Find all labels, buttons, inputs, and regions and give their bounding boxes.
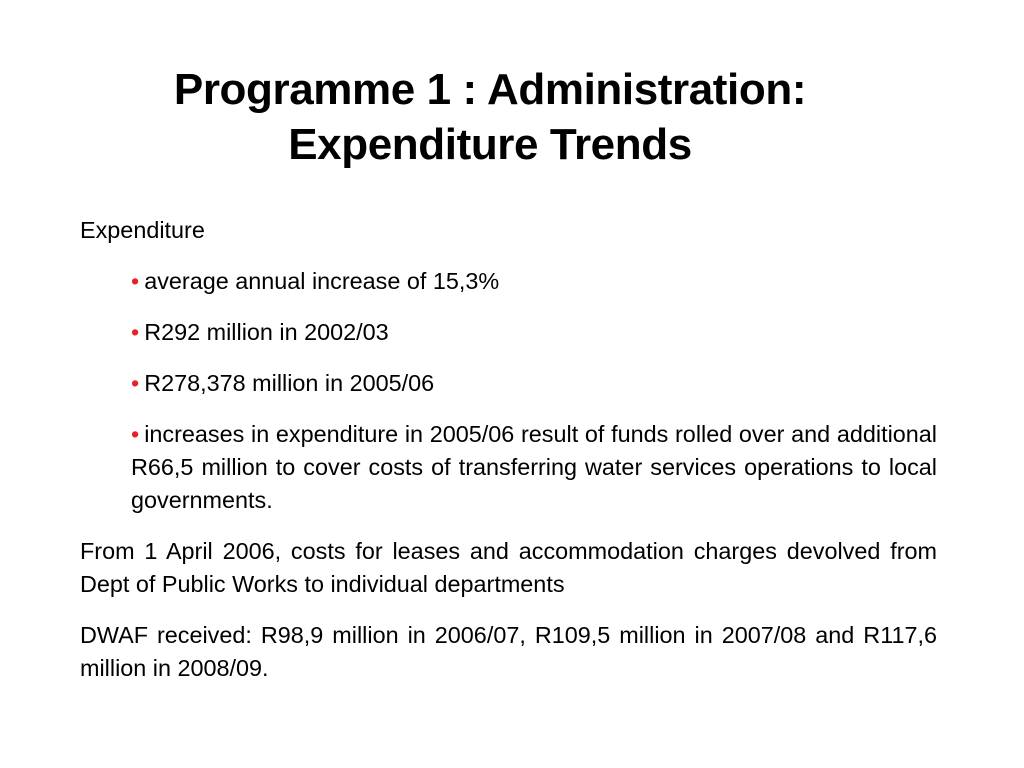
bullet-text: R292 million in 2002/03: [144, 319, 389, 345]
bullet-icon: •: [131, 319, 140, 345]
bullet-text: R278,378 million in 2005/06: [144, 370, 435, 396]
bullet-icon: •: [131, 370, 140, 396]
slide-title-line-1: Programme 1 : Administration:: [173, 65, 807, 114]
paragraph-dwaf-received: DWAF received: R98,9 million in 2006/07, R109,5 million in 2007/08 and R117,6 million in 2008/09.: [80, 622, 937, 681]
bullet-item: [131, 367, 937, 400]
section-heading: Expenditure: [80, 217, 205, 243]
slide-title: [80, 62, 900, 172]
bullet-item: [131, 316, 937, 349]
slide-body: [80, 214, 937, 703]
bullet-list: [80, 265, 937, 517]
bullet-text: average annual increase of 15,3%: [144, 268, 500, 294]
bullet-text: increases in expenditure in 2005/06 result of funds rolled over and additional R66,5 million to cover costs of transferring water services operations to local governments.: [131, 421, 937, 513]
paragraph-leases: From 1 April 2006, costs for leases and accommodation charges devolved from Dept of Public Works to individual departments: [80, 538, 937, 597]
bullet-item: [131, 418, 937, 517]
bullet-item: [131, 265, 937, 298]
slide-title-line-2: Expenditure Trends: [288, 120, 692, 169]
bullet-icon: •: [131, 268, 140, 294]
bullet-icon: •: [131, 421, 140, 447]
